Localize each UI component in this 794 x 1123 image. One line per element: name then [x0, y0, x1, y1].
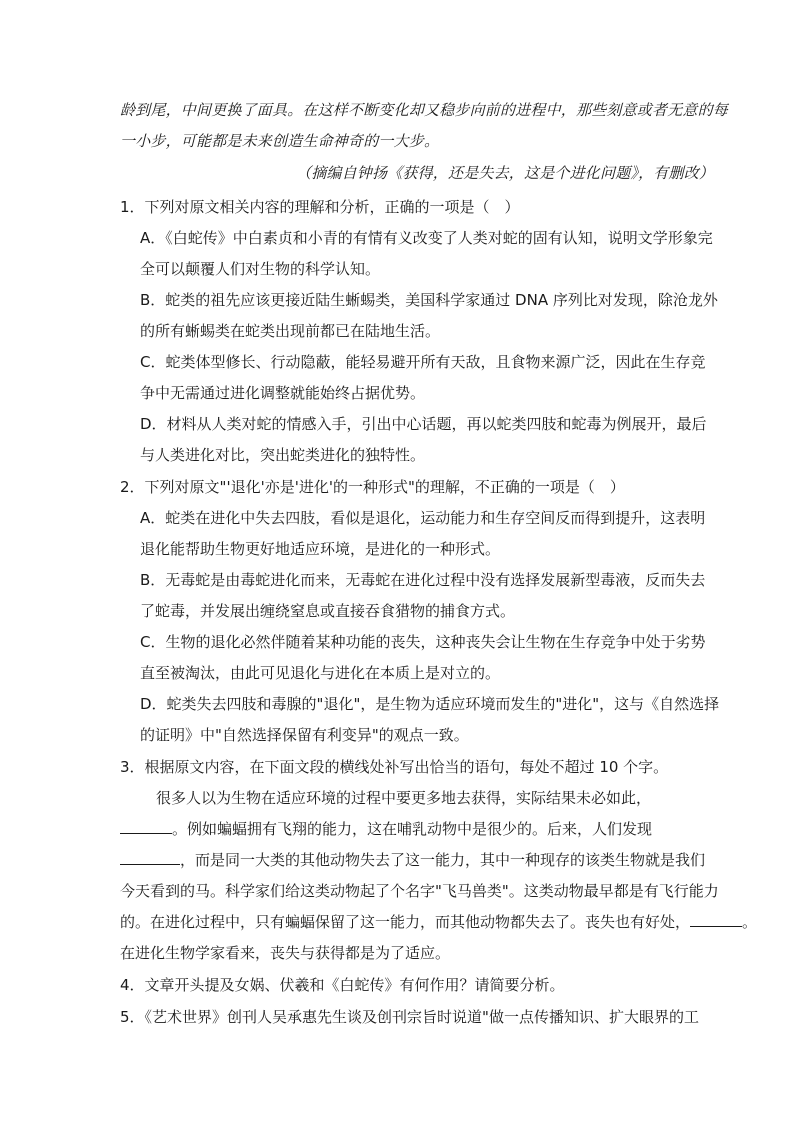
q2-option-c-line-1: C．生物的退化必然伴随着某种功能的丧失，这种丧失会让生物在生存竞争中处于劣势 [140, 633, 706, 651]
q2-stem: 2．下列对原文"'退化'亦是'进化'的一种形式"的理解，不正确的一项是（ ） [120, 478, 625, 496]
q3-passage-line-2 [120, 819, 652, 839]
q1-option-b-line-1: B．蛇类的祖先应该更接近陆生蜥蜴类，美国科学家通过 DNA 序列比对发现，除沧龙外 [140, 291, 718, 309]
q3-stem: 3．根据原文内容，在下面文段的横线处补写出恰当的语句，每处不超过 10 个字。 [120, 758, 669, 776]
q2-option-d-line-1: D．蛇类失去四肢和毒腺的"退化"，是生物为适应环境而发生的"进化"，这与《自然选择 [140, 695, 720, 713]
q3-answer-blank-3[interactable] [690, 912, 742, 927]
q4-stem: 4．文章开头提及女娲、伏羲和《白蛇传》有何作用？请简要分析。 [120, 976, 565, 994]
intro-source: （摘编自钟扬《获得，还是失去，这是个进化问题》，有删改） [296, 164, 715, 182]
q3-passage-line-6: 在进化生物学家看来，丧失与获得都是为了适应。 [120, 944, 451, 962]
q3-passage-line-2-text: 。例如蝙蝠拥有飞翔的能力，这在哺乳动物中是很少的。后来，人们发现 [172, 820, 653, 838]
intro-line-1: 龄到尾，中间更换了面具。在这样不断变化却又稳步向前的进程中，那些刻意或者无意的每 [120, 101, 729, 119]
q3-passage-line-5 [120, 912, 757, 932]
q3-passage-line-5-end: 。 [742, 913, 758, 931]
q3-passage-line-3 [120, 850, 705, 870]
q1-option-a-line-2: 全可以颠覆人们对生物的科学认知。 [140, 260, 381, 278]
q2-option-c-line-2: 直至被淘汰，由此可见退化与进化在本质上是对立的。 [140, 664, 501, 682]
q2-option-a-line-2: 退化能帮助生物更好地适应环境，是进化的一种形式。 [140, 540, 501, 558]
q3-passage-line-5-text: 的。在进化过程中，只有蝙蝠保留了这一能力，而其他动物都失去了。丧失也有好处， [120, 913, 691, 931]
q2-option-b-line-2: 了蛇毒，并发展出缠绕窒息或直接吞食猎物的捕食方式。 [140, 602, 516, 620]
q3-passage-line-1: 很多人以为生物在适应环境的过程中要更多地去获得，实际结果未必如此， [156, 789, 652, 807]
q3-answer-blank-2[interactable] [120, 850, 180, 865]
q3-answer-blank-1[interactable] [120, 819, 172, 834]
q1-stem: 1．下列对原文相关内容的理解和分析，正确的一项是（ ） [120, 198, 520, 216]
q5-stem: 5．《艺术世界》创刊人吴承惠先生谈及创刊宗旨时说道"做一点传播知识、扩大眼界的工 [120, 1008, 699, 1026]
q2-option-a-line-1: A．蛇类在进化中失去四肢，看似是退化，运动能力和生存空间反而得到提升，这表明 [140, 509, 706, 527]
q1-option-d-line-1: D．材料从人类对蛇的情感入手，引出中心话题，再以蛇类四肢和蛇毒为例展开，最后 [140, 415, 707, 433]
q3-passage-line-3-text: ，而是同一大类的其他动物失去了这一能力，其中一种现存的该类生物就是我们 [180, 851, 706, 869]
q1-option-b-line-2: 的所有蜥蜴类在蛇类出现前都已在陆地生活。 [140, 322, 441, 340]
q2-option-b-line-1: B．无毒蛇是由毒蛇进化而来，无毒蛇在进化过程中没有选择发展新型毒液，反而失去 [140, 571, 706, 589]
q1-option-c-line-1: C．蛇类体型修长、行动隐蔽，能轻易避开所有天敌，且食物来源广泛，因此在生存竞 [140, 353, 706, 371]
q1-option-c-line-2: 争中无需通过进化调整就能始终占据优势。 [140, 384, 426, 402]
q2-option-d-line-2: 的证明》中"自然选择保留有利变异"的观点一致。 [140, 726, 469, 744]
q1-option-a-line-1: A．《白蛇传》中白素贞和小青的有情有义改变了人类对蛇的固有认知，说明文学形象完 [140, 229, 713, 247]
q1-option-d-line-2: 与人类进化对比，突出蛇类进化的独特性。 [140, 446, 426, 464]
intro-line-2: 一小步，可能都是未来创造生命神奇的一大步。 [120, 132, 440, 150]
q3-passage-line-4: 今天看到的马。科学家们给这类动物起了个名字"飞马兽类"。这类动物最早都是有飞行能力 [120, 882, 719, 900]
